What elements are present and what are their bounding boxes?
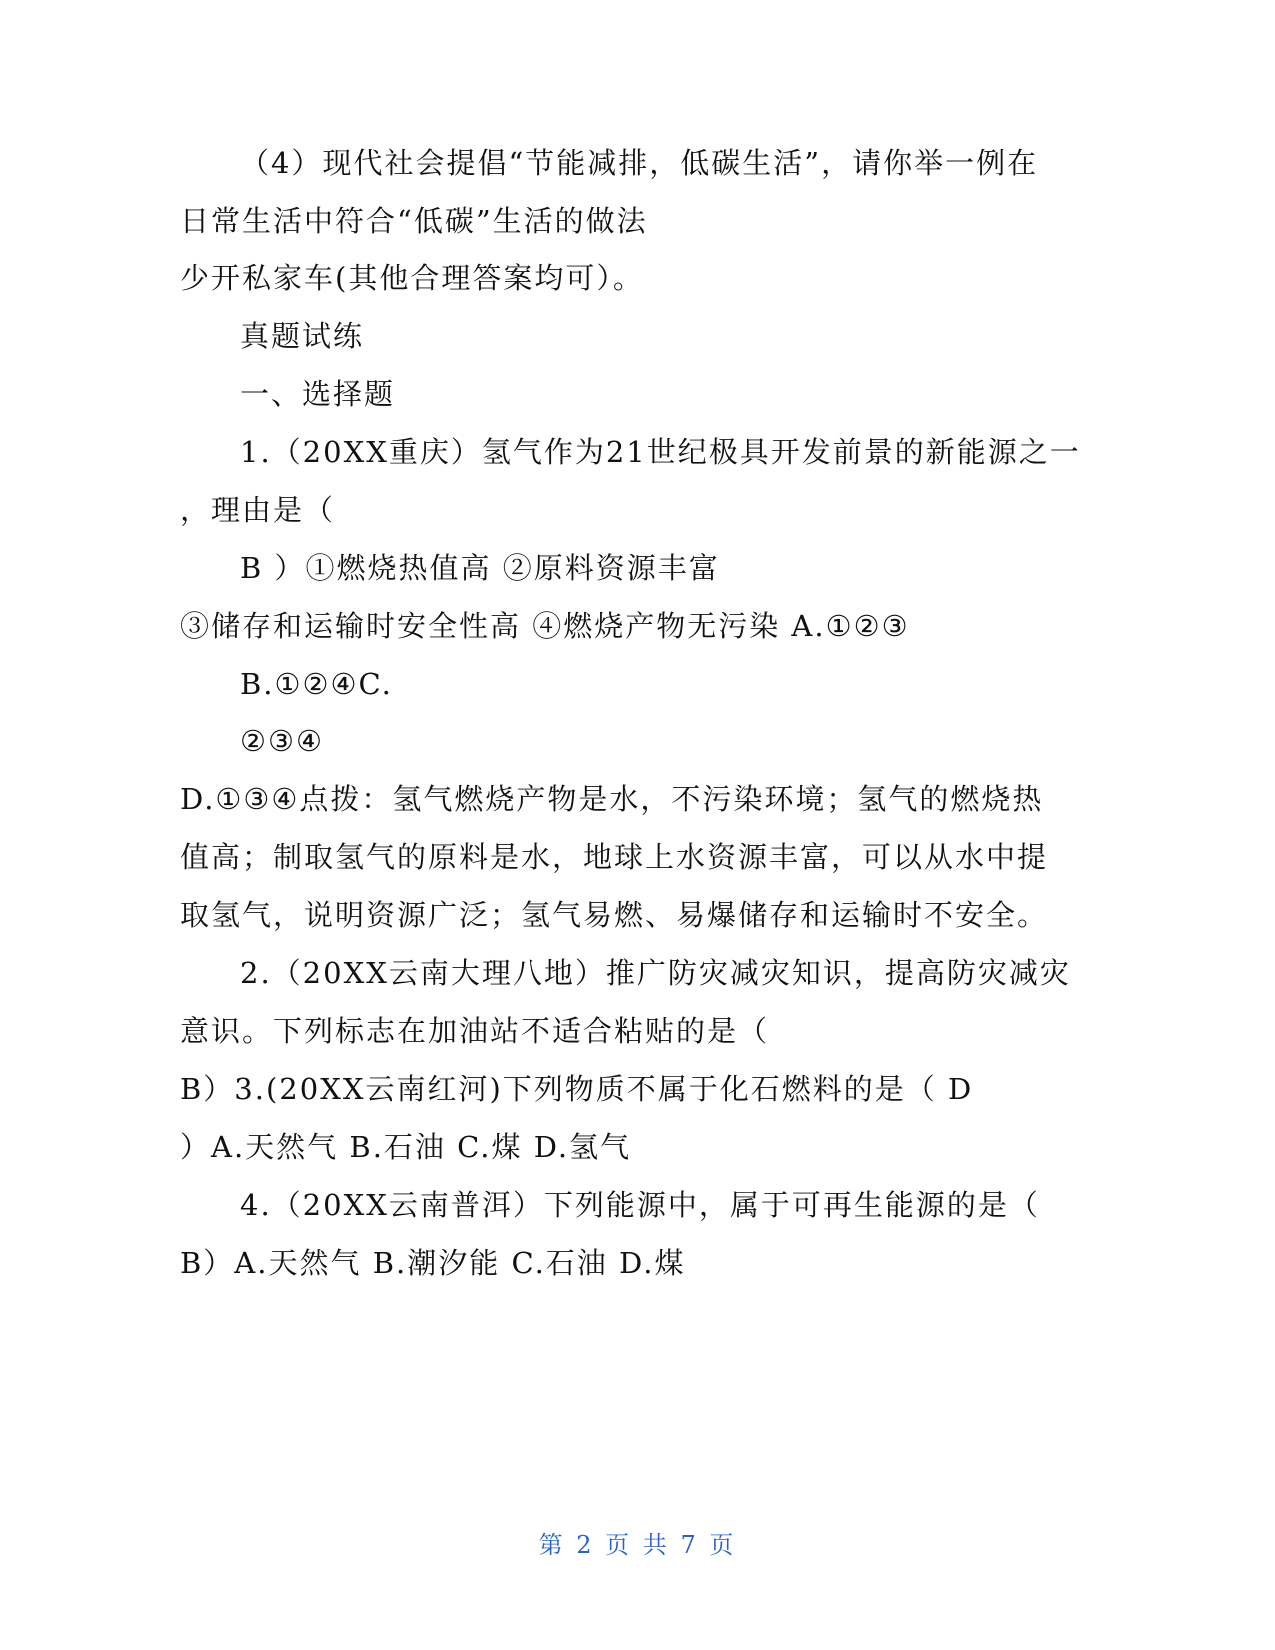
question-3-line-1: B）3.(20XX云南红河)下列物质不属于化石燃料的是（ D xyxy=(180,1072,974,1106)
question-3-line-2: ）A.天然气 B.石油 C.煤 D.氢气 xyxy=(180,1130,632,1164)
question-1-line-2: ，理由是（ xyxy=(180,493,336,527)
question-1-line-5: B.①②④C. xyxy=(240,667,393,701)
question-4-line-2: B）A.天然气 B.潮汐能 C.石油 D.煤 xyxy=(180,1246,686,1280)
question-1-explain-1: D.①③④点拨：氢气燃烧产物是水，不污染环境；氢气的燃烧热 xyxy=(180,782,1044,816)
section-heading-zhenti: 真题试练 xyxy=(240,319,365,353)
question-1-line-6: ②③④ xyxy=(240,724,324,758)
question-1-line-4: ③储存和运输时安全性高 ④燃烧产物无污染 A.①②③ xyxy=(180,609,910,643)
text-line-2: 日常生活中符合“低碳”生活的做法 xyxy=(180,204,648,238)
question-1-explain-3: 取氢气，说明资源广泛；氢气易燃、易爆储存和运输时不安全。 xyxy=(180,898,1049,932)
text-line-3: 少开私家车(其他合理答案均可）。 xyxy=(180,261,644,295)
question-4-line-1: 4.（20XX云南普洱）下列能源中，属于可再生能源的是（ xyxy=(240,1188,1040,1222)
text-line-1: （4）现代社会提倡“节能减排，低碳生活”，请你举一例在 xyxy=(240,146,1039,180)
question-2-line-1: 2.（20XX云南大理八地）推广防灾减灾知识，提高防灾减灾 xyxy=(240,956,1071,990)
section-heading-choice: 一、选择题 xyxy=(240,377,396,411)
question-2-line-2: 意识。下列标志在加油站不适合粘贴的是（ xyxy=(180,1014,770,1048)
page-number-footer: 第 2 页 共 7 页 xyxy=(538,1531,737,1559)
question-1-line-1: 1.（20XX重庆）氢气作为21世纪极具开发前景的新能源之一 xyxy=(240,435,1081,469)
question-1-line-3: B ）①燃烧热值高 ②原料资源丰富 xyxy=(240,551,720,585)
question-1-explain-2: 值高；制取氢气的原料是水，地球上水资源丰富，可以从水中提 xyxy=(180,840,1049,874)
